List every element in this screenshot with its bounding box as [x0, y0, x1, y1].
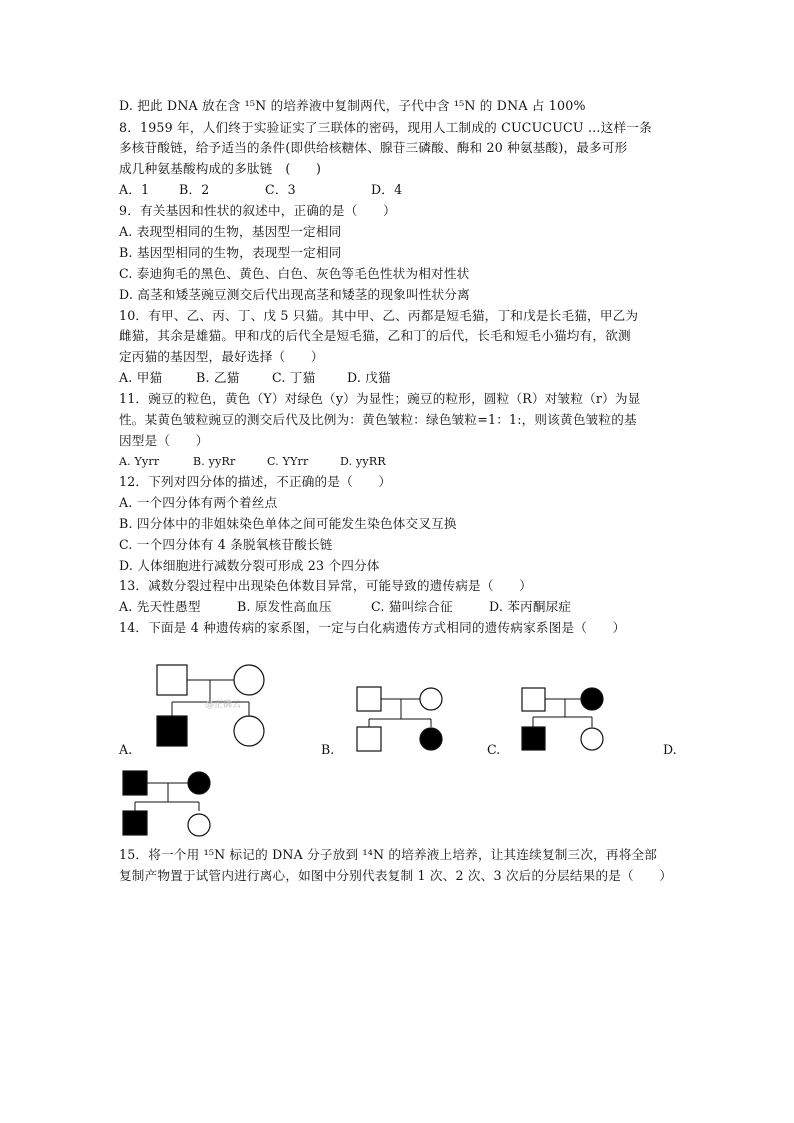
q12-option-b: B. 四分体中的非姐妹染色单体之间可能发生染色体交叉互换	[119, 516, 457, 531]
q13-option-c: C. 猫叫综合征	[371, 599, 453, 614]
q11-option-d: D. yyRR	[340, 455, 386, 468]
q10-option-c: C. 丁猫	[272, 370, 316, 385]
q9-option-c: C. 泰迪狗毛的黑色、黄色、白色、灰色等毛色性状为相对性状	[119, 266, 470, 281]
pedigree-d-mother-affected	[188, 772, 210, 794]
pedigree-d-daughter	[188, 814, 210, 836]
q7-option-d: D. 把此 DNA 放在含 ¹⁵N 的培养液中复制两代，子代中含 ¹⁵N 的 DNA 占 100%	[119, 98, 586, 113]
q10-option-a: A. 甲猫	[119, 370, 163, 385]
watermark: @正确云	[205, 700, 242, 710]
pedigree-c-mother-affected	[581, 688, 603, 710]
q8-option-b: B．2	[179, 182, 210, 197]
pedigree-a-daughter	[234, 716, 264, 746]
q12-option-c: C. 一个四分体有 4 条脱氧核苷酸长链	[119, 537, 333, 552]
pedigree-b	[355, 683, 455, 755]
q12-option-d: D. 人体细胞进行减数分裂可形成 23 个四分体	[119, 558, 380, 573]
pedigree-d-label: D.	[663, 742, 677, 757]
q8-option-d: D．4	[371, 182, 403, 197]
q12-stem: 12．下列对四分体的描述，不正确的是（ ）	[119, 474, 392, 489]
pedigree-c-label: C.	[487, 742, 501, 757]
q8-stem-line3: 成几种氨基酸构成的多肽链 ( )	[119, 161, 322, 176]
pedigree-c-daughter	[581, 728, 603, 750]
q8-option-c: C．3	[265, 182, 296, 197]
pedigree-d	[120, 768, 220, 840]
pedigree-c	[520, 685, 620, 755]
pedigree-a-mother	[234, 665, 264, 695]
q10-option-b: B. 乙猫	[196, 370, 240, 385]
q14-stem: 14．下面是 4 种遗传病的家系图，一定与白化病遗传方式相同的遗传病家系图是（ ）	[119, 620, 626, 635]
pedigree-a-son-affected	[157, 716, 187, 746]
pedigree-a	[150, 660, 270, 752]
q11-stem-line2: 性。某黄色皱粒豌豆的测交后代及比例为：黄色皱粒：绿色皱粒=1：1:，则该黄色皱粒的基	[119, 412, 637, 427]
pedigree-b-label: B.	[321, 742, 335, 757]
q9-option-a: A. 表现型相同的生物，基因型一定相同	[119, 224, 342, 239]
q10-option-d: D. 戊猫	[347, 370, 391, 385]
q13-option-d: D. 苯丙酮尿症	[489, 599, 572, 614]
q13-option-a: A. 先天性愚型	[119, 599, 201, 614]
q12-option-a: A. 一个四分体有两个着丝点	[119, 495, 278, 510]
pedigree-c-son-affected	[522, 727, 545, 750]
pedigree-b-daughter-affected	[420, 728, 442, 750]
q8-option-a: A．1	[119, 182, 150, 197]
q11-option-c: C. YYrr	[267, 455, 309, 468]
pedigree-a-label: A.	[119, 742, 133, 757]
pedigree-b-father	[357, 687, 381, 711]
q11-option-b: B. yyRr	[193, 455, 236, 468]
q9-option-d: D. 高茎和矮茎豌豆测交后代出现高茎和矮茎的现象叫性状分离	[119, 287, 470, 302]
q9-stem: 9．有关基因和性状的叙述中，正确的是（ ）	[119, 203, 396, 218]
q11-option-a: A. Yyrr	[119, 455, 160, 468]
pedigree-b-mother	[420, 688, 442, 710]
pedigree-a-father	[157, 665, 187, 695]
pedigree-d-father-affected	[123, 771, 147, 795]
pedigree-b-son	[357, 727, 381, 751]
q9-option-b: B. 基因型相同的生物，表现型一定相同	[119, 245, 342, 260]
q10-stem-line2: 雌猫，其余是雄猫。甲和戊的后代全是短毛猫，乙和丁的后代，长毛和短毛小猫均有，欲测	[119, 328, 631, 343]
q15-stem-line2: 复制产物置于试管内进行离心，如图中分别代表复制 1 次、2 次、3 次后的分层结果的是（ ）	[119, 868, 673, 883]
q8-stem-line2: 多核苷酸链，给予适当的条件(即供给核糖体、腺苷三磷酸、酶和 20 种氨基酸)，最多可形	[119, 140, 628, 155]
q8-stem-line1: 8．1959 年，人们终于实验证实了三联体的密码，现用人工制成的 CUCUCUCU …这样一条	[119, 120, 652, 135]
q10-stem-line1: 10．有甲、乙、丙、丁、戊 5 只猫。其中甲、乙、丙都是短毛猫，丁和戊是长毛猫，甲乙为	[119, 308, 639, 323]
pedigree-c-father	[522, 688, 545, 711]
pedigree-d-son-affected	[123, 811, 147, 835]
q11-stem-line1: 11．豌豆的粒色，黄色（Y）对绿色（y）为显性；豌豆的粒形，圆粒（R）对皱粒（r）为显	[119, 391, 641, 406]
q13-stem: 13．减数分裂过程中出现染色体数目异常，可能导致的遗传病是（ ）	[119, 578, 533, 593]
q11-stem-line3: 因型是（ ）	[119, 433, 209, 448]
q13-option-b: B. 原发性高血压	[237, 599, 332, 614]
q15-stem-line1: 15．将一个用 ¹⁵N 标记的 DNA 分子放到 ¹⁴N 的培养液上培养，让其连续复制三次，再将全部	[119, 847, 658, 862]
q10-stem-line3: 定丙猫的基因型，最好选择（ ）	[119, 349, 324, 364]
